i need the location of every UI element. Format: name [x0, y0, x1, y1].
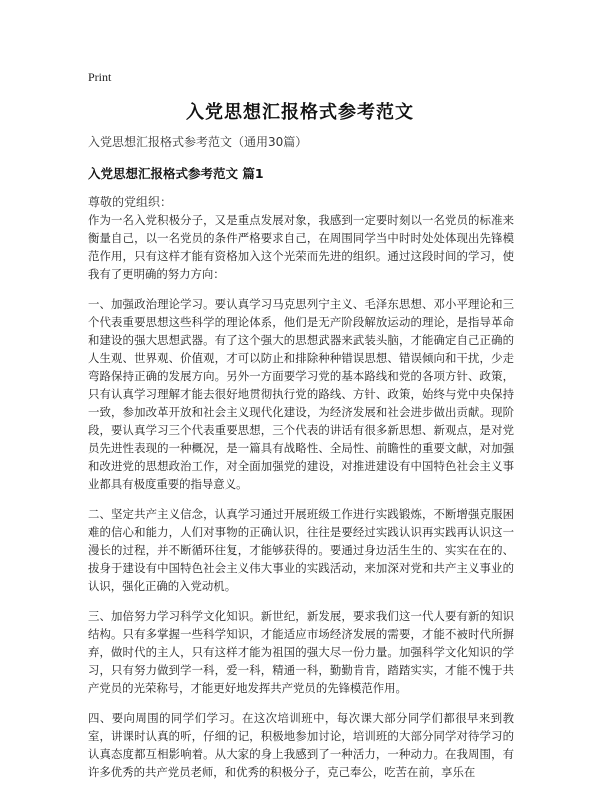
section-heading: 入党思想汇报格式参考范文 篇1 [88, 166, 264, 181]
paragraph-intro: 作为一名入党积极分子，又是重点发展对象，我感到一定要时刻以一名党员的标准来衡量自己，以一名党员的条件严格要求自己，在周围同学当中时时处处体现出先锋模范作用，只有这样才能有资格加入这个光荣而先进的组织。通过这段时间的学习，使我有了更明确的努力方向： [88, 213, 514, 281]
article-body [88, 211, 514, 793]
salutation: 尊敬的党组织： [88, 195, 173, 209]
paragraph-4: 四、要向周围的同学们学习。在这次培训班中，每次课大部分同学们都很早来到教室，讲课时认真的听，仔细的记，积极地参加讨论，培训班的大部分同学对待学习的认真态度都互相影响着。从大家的身上我感到了一种活力，一种动力。在我周围，有许多优秀的共产党员老师，和优秀的积极分子，克己奉公，吃苦在前，享乐在 [88, 711, 514, 779]
page-title: 入党思想汇报格式参考范文 [186, 102, 414, 123]
document-subtitle: 入党思想汇报格式参考范文（通用30篇） [88, 135, 308, 149]
print-link[interactable]: Print [88, 70, 112, 84]
paragraph-3: 三、加倍努力学习科学文化知识。新世纪，新发展，要求我们这一代人要有新的知识结构。只有多掌握一些科学知识，才能适应市场经济发展的需要，才能不被时代所摒弃，做时代的主人，只有这样才能为祖国的强大尽一份力量。加强科学文化知识的学习，只有努力做到学一科，爱一科，精通一科，勤勤肯肯，踏踏实实，才能不愧于共产党员的光荣称号，才能更好地发挥共产党员的先锋模范作用。 [88, 609, 514, 695]
paragraph-1: 一、加强政治理论学习。要认真学习马克思列宁主义、毛泽东思想、邓小平理论和三个代表重要思想这些科学的理论体系，他们是无产阶段解放运动的理论，是指导革命和建设的强大思想武器。有了这个强大的思想武器来武装头脑，才能确定自己正确的人生观、世界观、价值观，才可以防止和排除种种错误思想、错误倾向和干扰，少走弯路保持正确的发展方向。另外一方面要学习党的基本路线和党的各项方针、政策，只有认真学习理解才能去很好地贯彻执行党的路线、方针、政策，始终与党中央保持一致，参加改革开放和社会主义现代化建设，为经济发展和社会进步做出贡献。现阶段，要认真学习三个代表重要思想，三个代表的讲话有很多新思想、新观点，是对党员先进性表现的一种概况，是一篇具有战略性、全局性、前瞻性的重要文献，对加强和改进党的思想政治工作，对全面加强党的建设，对推进建设有中国特色社会主义事业都具有极度重要的指导意义。 [88, 297, 514, 491]
paragraph-2: 二、坚定共产主义信念，认真学习通过开展班级工作进行实践锻炼，不断增强克服困难的信心和能力，人们对事物的正确认识，往往是要经过实践认识再实践再认识这一漫长的过程，并不断循环往复，才能够获得的。要通过身边活生生的、实实在在的、拔身于建设有中国特色社会主义伟大事业的实践活动，来加深对党和共产主义事业的认识，强化正确的入党动机。 [88, 507, 514, 593]
